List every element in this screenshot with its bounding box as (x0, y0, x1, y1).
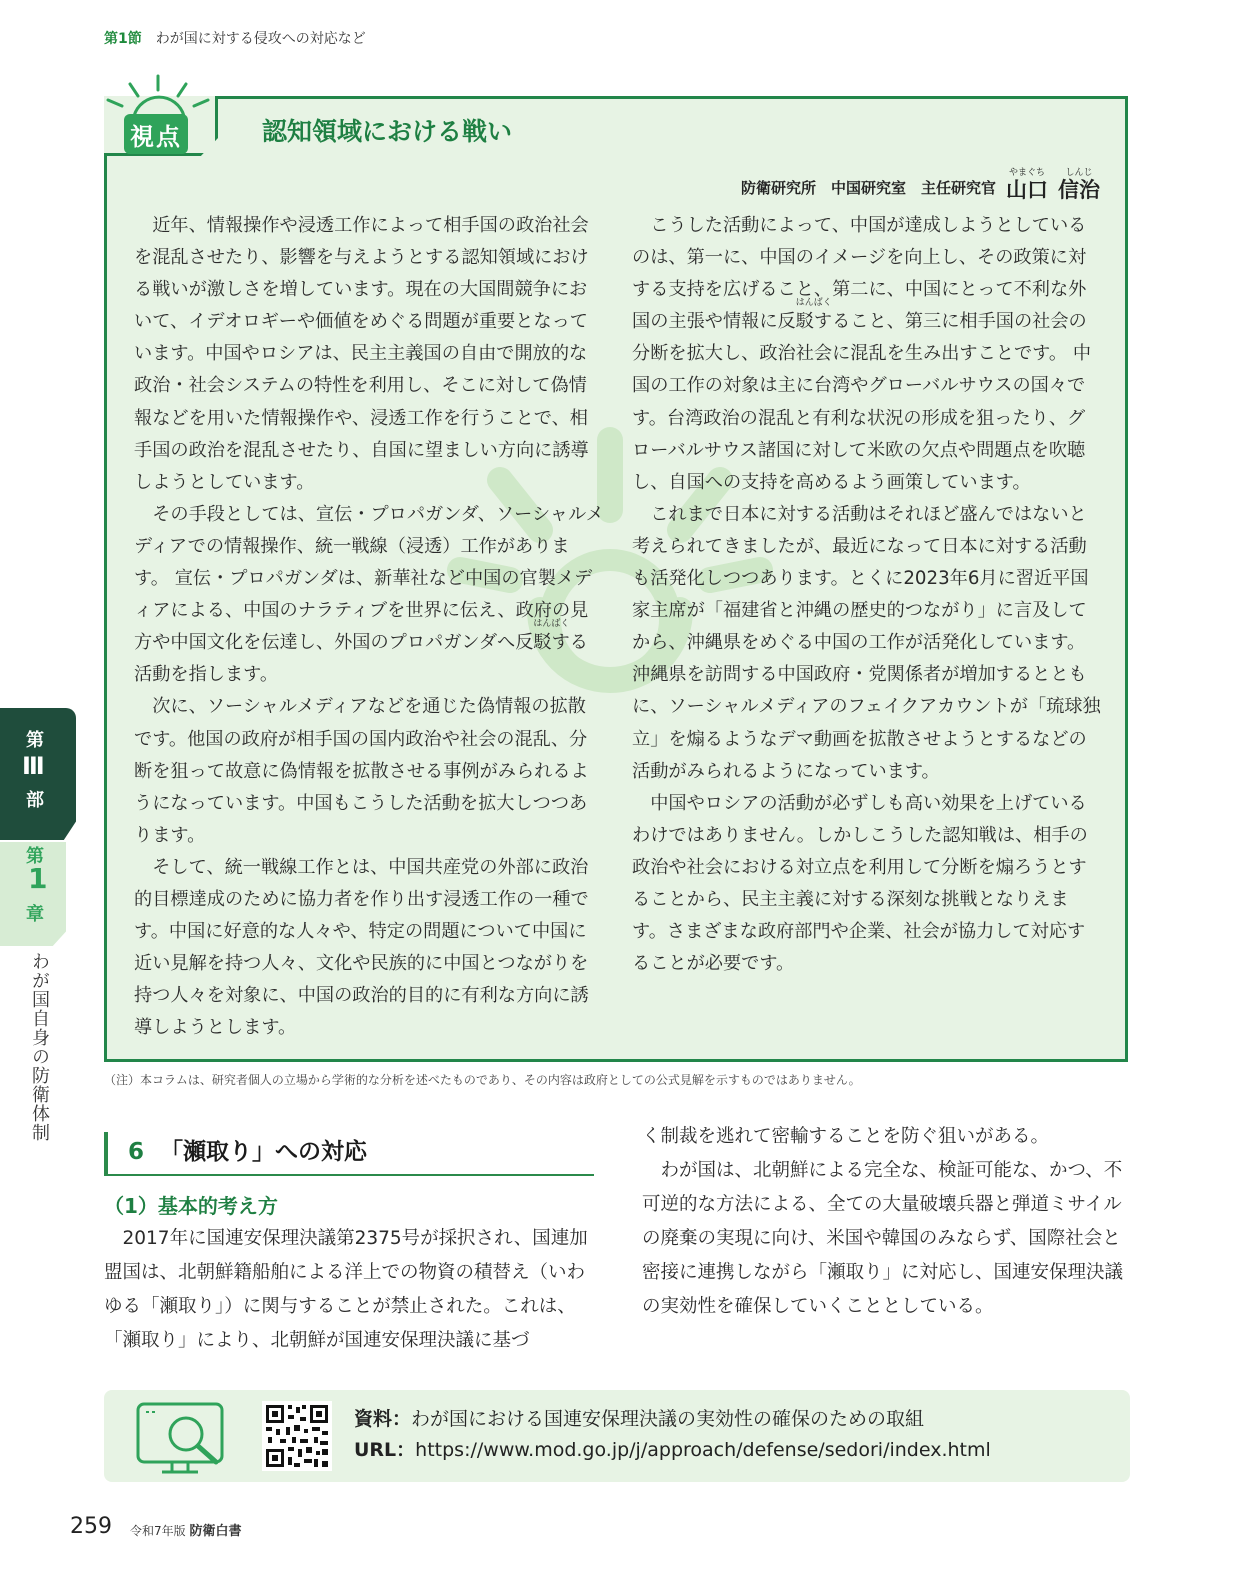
section-heading-text: 「瀬取り」への対応 (160, 1139, 368, 1165)
side-chapter-label-b: 1 (28, 862, 48, 895)
resource-title-line: 資料：わが国における国連安保理決議の実効性の確保のための取組 (354, 1408, 925, 1430)
paragraph: 近年、情報操作や浸透工作によって相手国の政治社会を混乱させたり、影響を与えようとする認知領域における戦いが激しさを増しています。現在の大国間競争において、イデオロギーや価値をめぐる問題が重要となっています。中国やロシアは、民主主義国の自由で開放的な政治・社会システムの特性を利用し、そこに対して偽情報などを用いた情報操作や、浸透工作を行うことで、相手国の政治を混乱させたり、自国に望ましい方向に誘導しようとしています。 (134, 215, 589, 493)
subsection-heading: （1）基本的考え方 (104, 1194, 278, 1218)
book-title: 令和7年版 防衛白書 (130, 1524, 242, 1539)
section-left-text (104, 1222, 596, 1358)
paragraph: その手段としては、宣伝・プロパガンダ、ソーシャルメディアでの情報操作、統一戦線（浸透）工作があります。 宣伝・プロパガンダは、新華社など中国の官製メディアによる、中国のナラティブを世界に伝え、政府の見方や中国文化を伝達し、外国のプロパガンダへ はんばく 反駁する活動を指します。 (134, 503, 604, 686)
paragraph: こうした活動によって、中国が達成しようとしているのは、第一に、中国のイメージを向上し、その政策に対する支持を広げること、第二に、中国にとって不利な外国の主張や情報に はんばく 反駁すること、第三に相手国の社会の分断を拡大し、政治社会に混乱を生み出すことです。 中国の工作の対象は主に台湾やグローバルサウスの国々です。台湾政治の混乱と有利な状況の形成を狙ったり、グローバルサウス諸国に対して米欧の欠点や問題点を吹聴し、自国への支持を高めるよう画策しています。 (632, 215, 1092, 493)
paragraph: そして、統一戦線工作とは、中国共産党の外部に政治的目標達成のために協力者を作り出す浸透工作の一種です。中国に好意的な人々や、特定の問題について中国に近い見解を持つ人々、文化や民族的に中国とつながりを持つ人々を対象に、中国の政治的目的に有利な方向に誘導しようとします。 (134, 856, 589, 1039)
paragraph: これまで日本に対する活動はそれほど盛んではないと考えられてきましたが、最近になって日本に対する活動も活発化しつつあります。とくに2023年6月に習近平国家主席が「福建省と沖縄の歴史的つながり」に言及してから、沖縄県をめぐる中国の工作が活発化しています。沖縄県を訪問する中国政府・党関係者が増加するとともに、ソーシャルメディアのフェイクアカウントが「琉球独立」を煽るようなデマ動画を拡散させようとするなどの活動がみられるようになっています。 (632, 503, 1101, 782)
column-title: 認知領域における戦い (262, 117, 513, 146)
page-number: 259 (70, 1514, 112, 1539)
column-author (741, 168, 1100, 202)
column-right-text (632, 210, 1102, 980)
side-part-label-b: Ⅲ (22, 752, 45, 780)
resource-lines (354, 1404, 991, 1466)
author-affiliation: 防衛研究所 中国研究室 主任研究官 (740, 179, 996, 197)
side-part-label-a: 第 (26, 730, 44, 751)
author-given-name: しんじ 信治 (1058, 168, 1100, 202)
side-chapter-label-c: 章 (26, 904, 44, 925)
running-header (104, 28, 366, 48)
paragraph: 次に、ソーシャルメディアなどを通じた偽情報の拡散です。他国の政府が相手国の国内政治や社会の混乱、分断を狙って故意に偽情報を拡散させる事例がみられるようになっています。中国もこうした活動を拡大しつつあります。 (134, 696, 589, 846)
section-heading (104, 1132, 594, 1176)
viewpoint-badge: 視点 (124, 114, 188, 154)
section-label: 第1節 (104, 31, 142, 47)
qr-code[interactable] (262, 1401, 332, 1471)
side-chapter-label-a: 第 (26, 846, 44, 867)
resource-url-link[interactable]: https://www.mod.go.jp/j/approach/defense/sedori/index.html (415, 1439, 991, 1461)
column-note: （注）本コラムは、研究者個人の立場から学術的な分析を述べたものであり、その内容は政府としての公式見解を示すものではありません。 (104, 1073, 861, 1087)
monitor-search-icon (134, 1400, 230, 1480)
paragraph: 中国やロシアの活動が必ずしも高い効果を上げているわけではありません。しかしこうした認知戦は、相手の政治や社会における対立点を利用して分断を煽ろうとすることから、民主主義に対する深刻な挑戦となりえます。さまざまな政府部門や企業、社会が協力して対応することが必要です。 (632, 792, 1088, 975)
side-part-label-c: 部 (26, 790, 44, 811)
author-surname: やまぐち 山口 (1006, 168, 1048, 202)
section-title: わが国に対する侵攻への対応など (155, 31, 366, 47)
column-left-text (134, 210, 604, 1044)
paragraph: わが国は、北朝鮮による完全な、検証可能な、かつ、不可逆的な方法による、全ての大量破壊兵器と弾道ミサイルの廃棄の実現に向け、米国や韓国のみならず、国際社会と密接に連携しながら「瀬取り」に対応し、国連安保理決議の実効性を確保していくこととしている。 (642, 1160, 1124, 1317)
side-chapter-title: わが国自身の防衛体制 (29, 952, 50, 1142)
paragraph: 2017年に国連安保理決議第2375号が採択され、国連加盟国は、北朝鮮籍船舶による洋上での物資の積替え（いわゆる「瀬取り」）に関与することが禁止された。これは、「瀬取り」により、北朝鮮が国連安保理決議に基づ (104, 1228, 588, 1351)
resource-url-line: URL：https://www.mod.go.jp/j/approach/defense/sedori/index.html (354, 1439, 991, 1461)
paragraph: く制裁を逃れて密輸することを防ぐ狙いがある。 (642, 1126, 1050, 1147)
section-right-text (642, 1120, 1130, 1324)
section-number: 6 (128, 1139, 145, 1165)
